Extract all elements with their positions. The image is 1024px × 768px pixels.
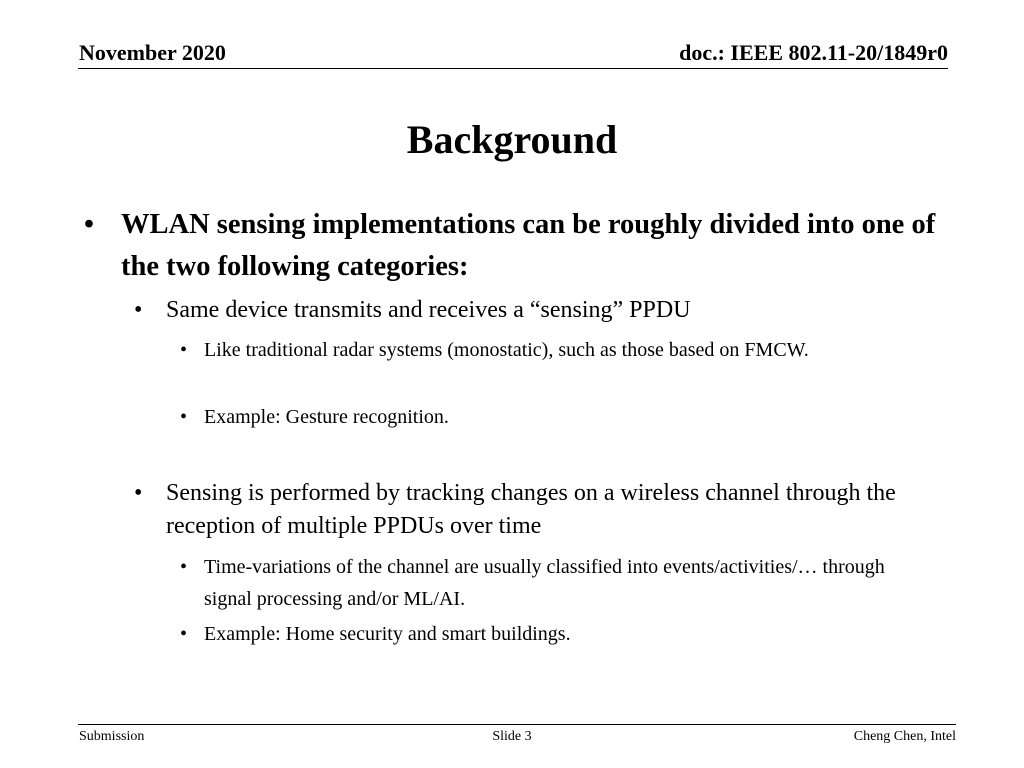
- bullet-icon: •: [180, 623, 188, 645]
- bullet-icon: •: [180, 406, 188, 428]
- slide-title: Background: [406, 117, 618, 162]
- footer-divider: [78, 724, 956, 725]
- bullet-icon: •: [84, 209, 94, 240]
- detail-bullet: [180, 551, 924, 615]
- footer-submission: Submission: [79, 729, 145, 744]
- footer-author: Cheng Chen, Intel: [853, 729, 956, 744]
- header-doc-id: doc.: IEEE 802.11-20/1849r0: [679, 40, 948, 65]
- detail-bullet: [180, 401, 924, 433]
- detail-text: Like traditional radar systems (monostatic), such as those based on FMCW.: [204, 339, 809, 361]
- detail-bullet: [180, 334, 924, 366]
- detail-text: Time-variations of the channel are usually classified into events/activities/… through signal processing and/or ML/AI.: [204, 556, 885, 610]
- header-divider: [78, 68, 948, 69]
- category-text: Same device transmits and receives a “sensing” PPDU: [166, 297, 691, 323]
- slide-number: Slide 3: [492, 729, 532, 744]
- bullet-icon: •: [134, 480, 143, 506]
- category-bullet: [134, 477, 926, 543]
- main-bullet: [84, 204, 951, 288]
- main-bullet-text: WLAN sensing implementations can be roughly divided into one of the two following categories:: [121, 209, 936, 282]
- bullet-icon: •: [180, 556, 188, 578]
- category-text: Sensing is performed by tracking changes on a wireless channel through the reception of multiple PPDUs over time: [166, 480, 896, 539]
- bullet-icon: •: [134, 297, 143, 323]
- header-date: November 2020: [79, 40, 226, 65]
- bullet-icon: •: [180, 339, 188, 361]
- detail-text: Example: Home security and smart buildings.: [204, 623, 571, 645]
- detail-text: Example: Gesture recognition.: [204, 406, 449, 428]
- category-bullet: [134, 294, 926, 327]
- detail-bullet: [180, 618, 924, 650]
